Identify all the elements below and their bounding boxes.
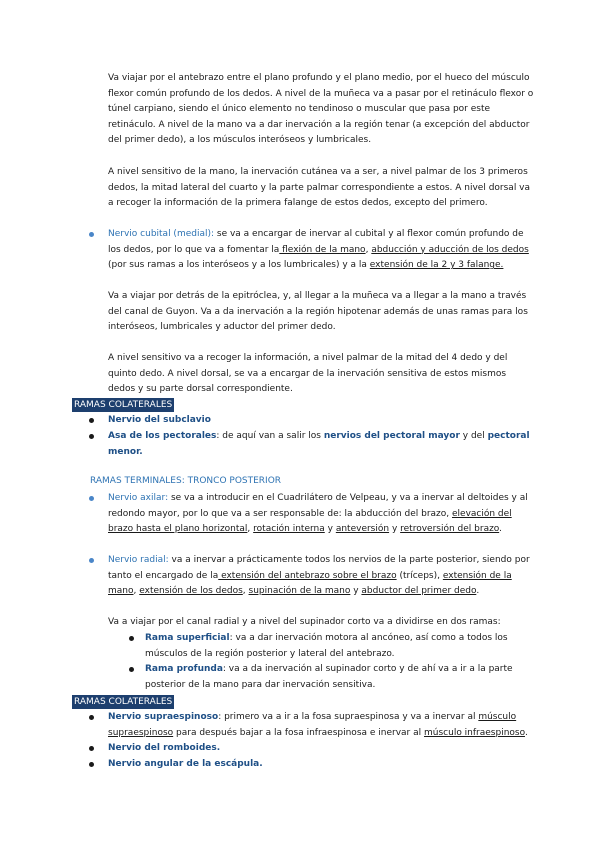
bullet-icon [89,496,94,501]
list-item-rama-profunda [145,662,536,693]
text-segment: y del [459,431,488,441]
nervio-radial-label: Nervio radial: [108,555,169,565]
cubital-paragraph-2: A nivel sensitivo va a recoger la información, a nivel palmar de la mitad del 4 dedo y del quinto dedo. A nivel dorsal, se va a encargar de la inervación sensitiva de estos mismos dedos y su parte dorsal correspondiente. [108,353,508,395]
nervio-subclavio-label: Nervio del subclavio [108,415,211,425]
text-segment: : va a dar inervación motora al ancóneo, así como a todos los músculos de la región posterior y lateral del antebrazo. [145,633,508,659]
section-heading-ramas-colaterales: RAMAS COLATERALES [74,400,173,410]
text-segment: , [365,244,372,255]
underlined-term: elevación del brazo hasta el plano horizontal [108,508,512,535]
underlined-term: extensión de la 2 y 3 falange. [369,260,504,271]
underlined-term: extensión del antebrazo sobre el brazo [218,570,397,581]
underlined-term: flexión de la mano [279,244,366,255]
text-segment: para después bajar a la fosa infraespinosa e inervar al [173,727,424,738]
text-segment: , [247,524,254,535]
underlined-term: anteversión [335,524,390,535]
text-segment: . [524,727,528,738]
bullet-icon [89,418,94,423]
nervio-cubital-label: Nervio cubital (medial): [108,229,215,239]
section-heading-ramas-colaterales: RAMAS COLATERALES [74,697,173,707]
bullet-icon [89,232,94,237]
bold-term: nervios del pectoral mayor [323,431,460,441]
text-segment: : primero va a ir a la fosa supraespinosa y va a inervar al [218,712,479,722]
list-item-nervio-subclavio [108,413,536,429]
bullet-icon [129,667,134,672]
sensory-paragraph: A nivel sensitivo de la mano, la inervación cutánea va a ser, a nivel palmar de los 3 primeros dedos, la mitad lateral del cuarto y la parte palmar correspondiente a estos. A nivel dorsal va a recoger la información de la primera falange de estos dedos, excepto del primero. [108,167,531,209]
underlined-term: abducción y aducción de los dedos [371,244,529,255]
list-item-asa-pectorales [108,429,536,460]
text-segment: y [350,586,362,597]
text-segment: : de aquí van a salir los [216,431,324,441]
list-item-nervio-radial [108,553,536,600]
radial-paragraph: Va a viajar por el canal radial y a nivel del supinador corto va a dividirse en dos ramas: [108,617,501,627]
bullet-icon [89,715,94,720]
underlined-term: extensión de los dedos [139,586,243,597]
text-segment: y [324,524,336,535]
text-segment: . [476,586,480,597]
text-segment: . [499,524,503,535]
list-item-nervio-axilar [108,491,536,538]
underlined-term: abductor del primer dedo [361,586,477,597]
rama-profunda-label: Rama profunda [145,664,223,674]
text-segment: , [133,586,140,597]
cubital-paragraph-1: Va a viajar por detrás de la epitróclea, y, al llegar a la muñeca va a llegar a la mano a través del canal de Guyon. Va a da inervación a la región hipotenar además de unas ramas para los interóseos, lumbricales y aductor del primer dedo. [108,291,528,333]
list-item-rama-superficial [145,631,536,662]
text-segment: se va a encargar de inervar al cubital y al flexor común profundo de los dedos, por lo que va a fomentar la [108,229,524,255]
list-item-nervio-cubital [108,227,536,274]
underlined-term: extensión de la mano [108,570,512,597]
text-segment: (por sus ramas a los interóseos y a los lumbricales) y a la [108,260,370,271]
asa-pectorales-label: Asa de los pectorales [108,431,217,441]
intro-paragraph: Va viajar por el antebrazo entre el plano profundo y el plano medio, por el hueco del músculo flexor común profundo de los dedos. A nivel de la muñeca va a pasar por el retináculo flexor o túnel carpiano, siendo el único elemento no tendinoso o muscular que pasa por este retináculo. A nivel de la mano va a dar inervación a la región tenar (a excepción del abductor del primer dedo), a los músculos interóseos y lumbricales. [108,73,534,146]
bullet-icon [89,746,94,751]
bullet-icon [89,434,94,439]
nervio-axilar-label: Nervio axilar: [108,493,169,503]
bullet-icon [129,636,134,641]
nervio-romboides-label: Nervio del romboides. [108,743,221,753]
underlined-term: rotación interna [253,524,325,535]
bold-term: pectoral menor. [108,431,530,457]
underlined-term: músculo supraespinoso [108,712,517,738]
nervio-angular-label: Nervio angular de la escápula. [108,759,263,769]
bullet-icon [89,762,94,767]
list-item-nervio-romboides [108,741,536,757]
text-segment: , [242,586,249,597]
list-item-nervio-supraespinoso [108,710,536,741]
nervio-supraespinoso-label: Nervio supraespinoso [108,712,219,722]
underlined-term: supinación de la mano [248,586,351,597]
underlined-term: retroversión del brazo [400,524,500,535]
text-segment: : va a da inervación al supinador corto y de ahí va a ir a la parte posterior de la mano para dar inervación sensitiva. [145,664,513,690]
section-heading-tronco-posterior: RAMAS TERMINALES: TRONCO POSTERIOR [90,476,282,486]
text-segment: se va a introducir en el Cuadrilátero de Velpeau, y va a inervar al deltoides y al redondo mayor, por lo que va a ser responsable de: la abducción del brazo, [108,493,528,519]
underlined-term: músculo infraespinoso [424,727,525,738]
text-segment: (tríceps), [396,570,443,581]
text-segment: y [389,524,401,535]
rama-superficial-label: Rama superficial [145,633,230,643]
list-item-nervio-angular [108,757,536,773]
bullet-icon [89,558,94,563]
text-segment: va a inervar a prácticamente todos los nervios de la parte posterior, siendo por tanto el encargado de la [108,555,530,581]
